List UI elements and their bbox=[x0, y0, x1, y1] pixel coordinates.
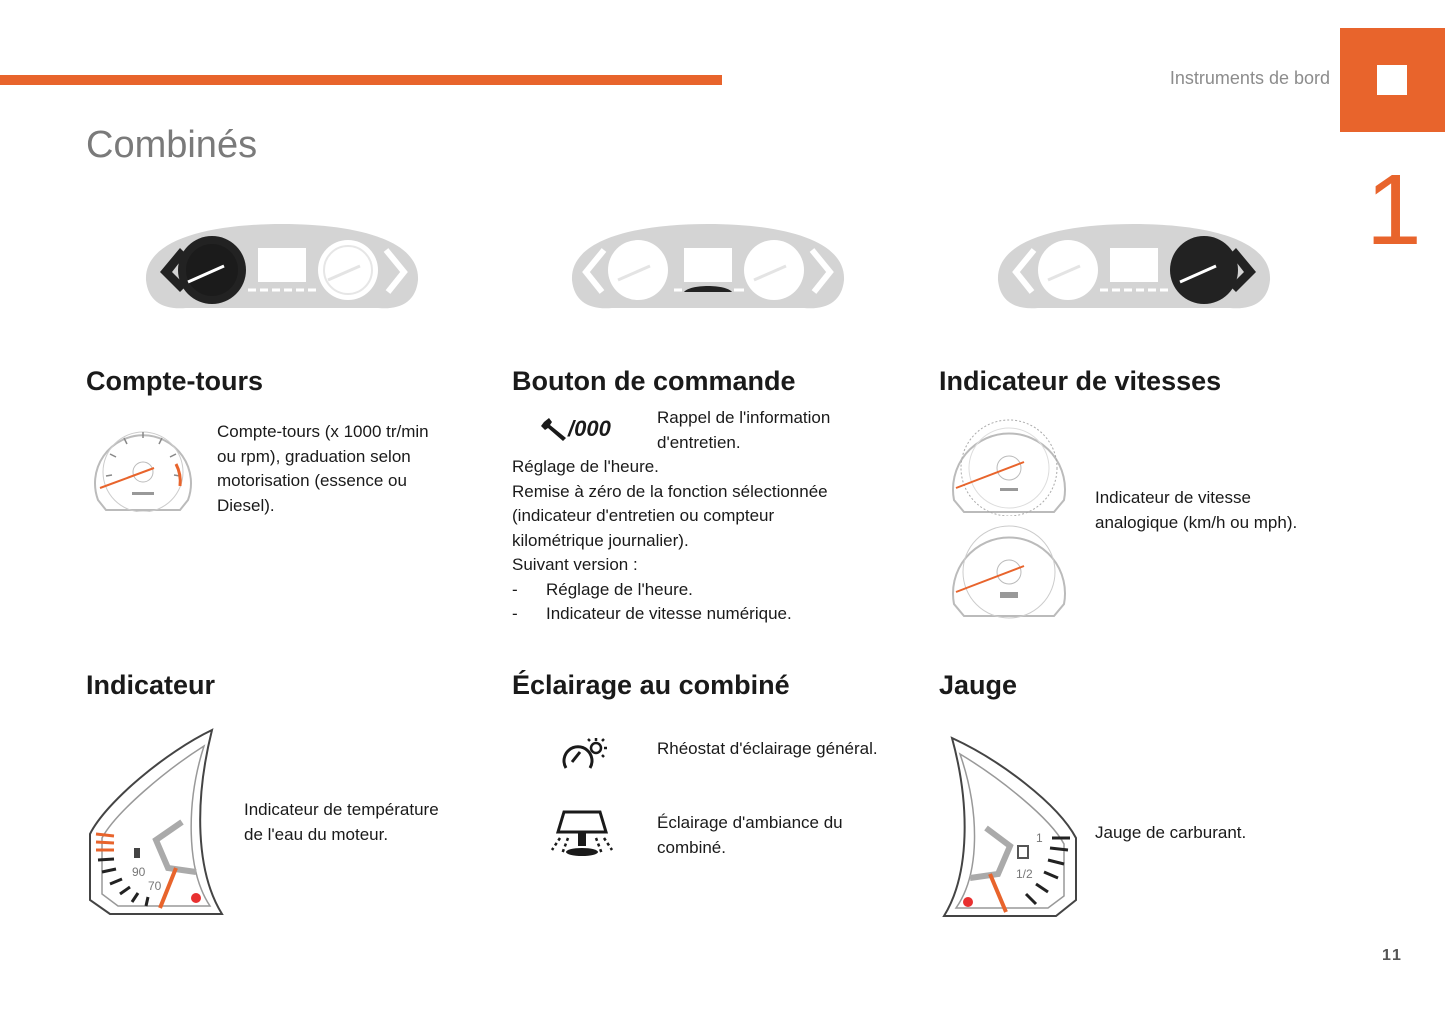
bouton-intro-line-1: Rappel de l'information bbox=[657, 408, 831, 427]
bouton-text-line-4: kilométrique journalier). bbox=[512, 530, 689, 550]
temperature-gauge-image bbox=[86, 722, 226, 918]
chapter-number: 1 bbox=[1366, 154, 1422, 266]
vitesses-text-line-2: analogique (km/h ou mph). bbox=[1095, 512, 1298, 532]
section-title-indicateur: Indicateur bbox=[86, 670, 216, 700]
dimmer-icon bbox=[560, 736, 610, 776]
fuel-gauge-label-half: 1/2 bbox=[1016, 867, 1033, 881]
speedometer-gauge-mph-image bbox=[946, 514, 1072, 620]
jauge-text: Jauge de carburant. bbox=[1095, 823, 1247, 842]
section-title-compte-tours: Compte-tours bbox=[86, 366, 263, 396]
bullet-mark: - bbox=[512, 579, 518, 599]
tachometer-gauge-image bbox=[88, 420, 198, 512]
bouton-bullet-2: - Indicateur de vitesse numérique. bbox=[512, 602, 892, 627]
compte-tours-text-line-4: Diesel). bbox=[217, 495, 275, 515]
bouton-bullet-1: - Réglage de l'heure. bbox=[512, 578, 892, 603]
cluster-illustration-speedometer bbox=[990, 220, 1278, 312]
eclairage-item1-text: Rhéostat d'éclairage général. bbox=[657, 739, 878, 758]
compte-tours-text-line-2: ou rpm), graduation selon bbox=[217, 446, 411, 466]
wrench-counter-symbol bbox=[540, 416, 611, 442]
bullet-mark: - bbox=[512, 604, 518, 623]
wrench-icon bbox=[540, 416, 570, 442]
bouton-text-line-1: Réglage de l'heure. bbox=[512, 457, 659, 476]
temperature-gauge-label-70: 70 bbox=[148, 879, 162, 893]
bouton-text-line-5: Suivant version : bbox=[512, 555, 638, 574]
section-title-vitesses: Indicateur de vitesses bbox=[939, 366, 1222, 396]
fuel-gauge-image bbox=[940, 734, 1080, 920]
chapter-label: Instruments de bord bbox=[1169, 68, 1330, 88]
indicateur-text-line-1: Indicateur de température bbox=[244, 800, 439, 819]
eclairage-item2-line-1: Éclairage d'ambiance du bbox=[657, 813, 843, 832]
eclairage-item2-line-2: combiné. bbox=[657, 837, 726, 857]
section-title-jauge: Jauge bbox=[939, 670, 1018, 700]
ambient-lamp-icon bbox=[550, 808, 614, 862]
header-accent-bar bbox=[0, 75, 722, 85]
page-title: Combinés bbox=[86, 124, 258, 166]
bouton-text-line-3: (indicateur d'entretien ou compteur bbox=[512, 506, 775, 525]
cluster-illustration-button bbox=[564, 220, 852, 312]
speedometer-gauge-kmh-image bbox=[946, 408, 1072, 516]
section-title-bouton: Bouton de commande bbox=[512, 366, 796, 396]
fuel-gauge-label-full: 1 bbox=[1036, 831, 1043, 845]
counter-label: /000 bbox=[568, 416, 611, 441]
indicateur-text-line-2: de l'eau du moteur. bbox=[244, 824, 389, 844]
compte-tours-text-line-1: Compte-tours (x 1000 tr/min bbox=[217, 422, 429, 441]
chapter-tab bbox=[1340, 28, 1445, 132]
bouton-text-line-2: Remise à zéro de la fonction sélectionnée bbox=[512, 481, 828, 501]
temperature-gauge-label-90: 90 bbox=[132, 865, 146, 879]
compte-tours-text-line-3: motorisation (essence ou bbox=[217, 471, 407, 490]
page-number: 11 bbox=[1382, 947, 1403, 964]
chapter-tab-square bbox=[1377, 65, 1407, 95]
cluster-illustration-tachometer bbox=[138, 220, 426, 312]
vitesses-text-line-1: Indicateur de vitesse bbox=[1095, 488, 1251, 507]
bouton-intro-line-2: d'entretien. bbox=[657, 432, 741, 452]
section-title-eclairage: Éclairage au combiné bbox=[512, 670, 790, 700]
